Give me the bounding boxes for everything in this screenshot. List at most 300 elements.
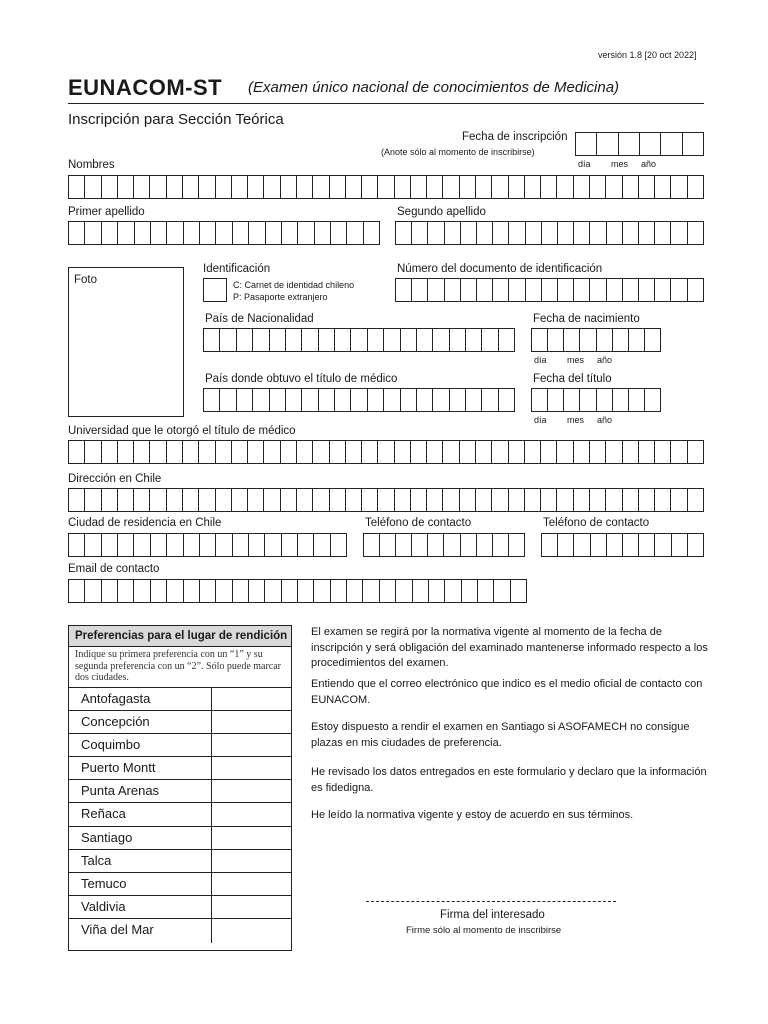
char-box[interactable]: [606, 489, 622, 511]
char-box[interactable]: [629, 389, 645, 411]
char-box[interactable]: [526, 279, 542, 301]
char-box[interactable]: [661, 133, 682, 155]
pais-titulo-input[interactable]: [203, 388, 515, 412]
char-box[interactable]: [69, 222, 85, 244]
char-box[interactable]: [378, 441, 394, 463]
char-box[interactable]: [574, 534, 590, 556]
char-box[interactable]: [347, 580, 363, 602]
char-box[interactable]: [220, 389, 236, 411]
char-box[interactable]: [351, 389, 367, 411]
char-box[interactable]: [384, 389, 400, 411]
char-box[interactable]: [623, 489, 639, 511]
char-box[interactable]: [150, 441, 166, 463]
char-box[interactable]: [492, 176, 508, 198]
direccion-input[interactable]: [68, 488, 704, 512]
char-box[interactable]: [204, 389, 220, 411]
char-box[interactable]: [264, 489, 280, 511]
char-box[interactable]: [286, 389, 302, 411]
char-box[interactable]: [102, 176, 118, 198]
char-box[interactable]: [532, 329, 548, 351]
char-box[interactable]: [134, 176, 150, 198]
char-box[interactable]: [69, 580, 85, 602]
char-box[interactable]: [204, 329, 220, 351]
char-box[interactable]: [362, 441, 378, 463]
char-box[interactable]: [461, 534, 477, 556]
char-box[interactable]: [671, 489, 687, 511]
char-box[interactable]: [319, 329, 335, 351]
preference-mark-box[interactable]: [212, 780, 291, 802]
char-box[interactable]: [525, 441, 541, 463]
char-box[interactable]: [396, 222, 412, 244]
char-box[interactable]: [362, 489, 378, 511]
char-box[interactable]: [286, 329, 302, 351]
char-box[interactable]: [671, 279, 687, 301]
char-box[interactable]: [655, 222, 671, 244]
char-box[interactable]: [167, 534, 183, 556]
char-box[interactable]: [200, 222, 216, 244]
char-box[interactable]: [462, 580, 478, 602]
preference-mark-box[interactable]: [212, 873, 291, 895]
char-box[interactable]: [639, 489, 655, 511]
char-box[interactable]: [85, 580, 101, 602]
char-box[interactable]: [378, 176, 394, 198]
char-box[interactable]: [477, 534, 493, 556]
char-box[interactable]: [298, 534, 314, 556]
char-box[interactable]: [574, 489, 590, 511]
nombres-input[interactable]: [68, 175, 704, 199]
char-box[interactable]: [118, 489, 134, 511]
char-box[interactable]: [548, 329, 564, 351]
char-box[interactable]: [335, 389, 351, 411]
char-box[interactable]: [427, 489, 443, 511]
char-box[interactable]: [672, 534, 688, 556]
char-box[interactable]: [460, 441, 476, 463]
char-box[interactable]: [417, 389, 433, 411]
char-box[interactable]: [511, 580, 526, 602]
char-box[interactable]: [645, 329, 660, 351]
char-box[interactable]: [590, 279, 606, 301]
char-box[interactable]: [351, 329, 367, 351]
char-box[interactable]: [655, 441, 671, 463]
char-box[interactable]: [461, 222, 477, 244]
char-box[interactable]: [558, 279, 574, 301]
ciudad-input[interactable]: [68, 533, 347, 557]
char-box[interactable]: [590, 489, 606, 511]
char-box[interactable]: [364, 534, 380, 556]
char-box[interactable]: [688, 279, 703, 301]
char-box[interactable]: [542, 222, 558, 244]
char-box[interactable]: [204, 279, 226, 301]
char-box[interactable]: [265, 580, 281, 602]
fecha-titulo-input[interactable]: [531, 388, 661, 412]
char-box[interactable]: [476, 176, 492, 198]
char-box[interactable]: [671, 441, 687, 463]
char-box[interactable]: [427, 176, 443, 198]
preference-mark-box[interactable]: [212, 734, 291, 756]
char-box[interactable]: [623, 222, 639, 244]
char-box[interactable]: [525, 489, 541, 511]
char-box[interactable]: [645, 389, 660, 411]
char-box[interactable]: [493, 279, 509, 301]
char-box[interactable]: [346, 489, 362, 511]
char-box[interactable]: [591, 534, 607, 556]
char-box[interactable]: [233, 222, 249, 244]
char-box[interactable]: [118, 222, 134, 244]
registration-date-boxes[interactable]: [575, 132, 704, 156]
char-box[interactable]: [199, 441, 215, 463]
char-box[interactable]: [330, 176, 346, 198]
signature-line[interactable]: [366, 901, 616, 902]
char-box[interactable]: [482, 389, 498, 411]
char-box[interactable]: [282, 534, 298, 556]
char-box[interactable]: [671, 222, 687, 244]
preference-mark-box[interactable]: [212, 850, 291, 872]
char-box[interactable]: [509, 279, 525, 301]
char-box[interactable]: [281, 489, 297, 511]
char-box[interactable]: [580, 329, 596, 351]
preference-mark-box[interactable]: [212, 919, 291, 942]
char-box[interactable]: [183, 441, 199, 463]
char-box[interactable]: [102, 222, 118, 244]
char-box[interactable]: [492, 441, 508, 463]
char-box[interactable]: [557, 176, 573, 198]
char-box[interactable]: [445, 222, 461, 244]
numero-documento-input[interactable]: [395, 278, 704, 302]
char-box[interactable]: [574, 279, 590, 301]
char-box[interactable]: [413, 580, 429, 602]
char-box[interactable]: [460, 176, 476, 198]
char-box[interactable]: [443, 176, 459, 198]
telefono1-input[interactable]: [363, 533, 525, 557]
char-box[interactable]: [412, 534, 428, 556]
char-box[interactable]: [509, 222, 525, 244]
char-box[interactable]: [302, 329, 318, 351]
char-box[interactable]: [346, 441, 362, 463]
char-box[interactable]: [509, 534, 524, 556]
char-box[interactable]: [315, 222, 331, 244]
char-box[interactable]: [494, 580, 510, 602]
char-box[interactable]: [395, 441, 411, 463]
char-box[interactable]: [542, 534, 558, 556]
char-box[interactable]: [134, 441, 150, 463]
char-box[interactable]: [167, 489, 183, 511]
char-box[interactable]: [443, 489, 459, 511]
char-box[interactable]: [216, 580, 232, 602]
char-box[interactable]: [629, 329, 645, 351]
char-box[interactable]: [264, 176, 280, 198]
char-box[interactable]: [69, 176, 85, 198]
char-box[interactable]: [476, 489, 492, 511]
char-box[interactable]: [640, 133, 661, 155]
char-box[interactable]: [237, 389, 253, 411]
char-box[interactable]: [606, 441, 622, 463]
char-box[interactable]: [683, 133, 703, 155]
char-box[interactable]: [412, 222, 428, 244]
char-box[interactable]: [167, 580, 183, 602]
char-box[interactable]: [492, 489, 508, 511]
char-box[interactable]: [281, 441, 297, 463]
char-box[interactable]: [639, 441, 655, 463]
char-box[interactable]: [216, 489, 232, 511]
char-box[interactable]: [450, 329, 466, 351]
char-box[interactable]: [607, 279, 623, 301]
char-box[interactable]: [574, 176, 590, 198]
char-box[interactable]: [466, 329, 482, 351]
char-box[interactable]: [151, 580, 167, 602]
char-box[interactable]: [102, 580, 118, 602]
char-box[interactable]: [368, 329, 384, 351]
char-box[interactable]: [428, 279, 444, 301]
char-box[interactable]: [118, 534, 134, 556]
char-box[interactable]: [688, 222, 703, 244]
char-box[interactable]: [199, 489, 215, 511]
char-box[interactable]: [384, 329, 400, 351]
char-box[interactable]: [314, 534, 330, 556]
char-box[interactable]: [412, 279, 428, 301]
char-box[interactable]: [85, 534, 101, 556]
char-box[interactable]: [237, 329, 253, 351]
char-box[interactable]: [249, 222, 265, 244]
char-box[interactable]: [85, 222, 101, 244]
char-box[interactable]: [445, 279, 461, 301]
char-box[interactable]: [428, 534, 444, 556]
char-box[interactable]: [331, 534, 346, 556]
char-box[interactable]: [688, 441, 703, 463]
char-box[interactable]: [313, 176, 329, 198]
char-box[interactable]: [655, 534, 671, 556]
char-box[interactable]: [102, 489, 118, 511]
char-box[interactable]: [167, 176, 183, 198]
fecha-nacimiento-input[interactable]: [531, 328, 661, 352]
char-box[interactable]: [362, 176, 378, 198]
char-box[interactable]: [655, 279, 671, 301]
char-box[interactable]: [639, 534, 655, 556]
char-box[interactable]: [220, 329, 236, 351]
char-box[interactable]: [639, 176, 655, 198]
char-box[interactable]: [525, 176, 541, 198]
primer-apellido-input[interactable]: [68, 221, 380, 245]
char-box[interactable]: [330, 489, 346, 511]
char-box[interactable]: [184, 580, 200, 602]
char-box[interactable]: [623, 534, 639, 556]
char-box[interactable]: [541, 441, 557, 463]
char-box[interactable]: [297, 489, 313, 511]
char-box[interactable]: [450, 389, 466, 411]
char-box[interactable]: [331, 222, 347, 244]
char-box[interactable]: [118, 580, 134, 602]
char-box[interactable]: [639, 222, 655, 244]
char-box[interactable]: [580, 389, 596, 411]
char-box[interactable]: [433, 389, 449, 411]
char-box[interactable]: [443, 441, 459, 463]
char-box[interactable]: [541, 176, 557, 198]
char-box[interactable]: [427, 441, 443, 463]
char-box[interactable]: [623, 279, 639, 301]
char-box[interactable]: [493, 534, 509, 556]
char-box[interactable]: [69, 441, 85, 463]
char-box[interactable]: [613, 389, 629, 411]
char-box[interactable]: [429, 580, 445, 602]
char-box[interactable]: [619, 133, 640, 155]
char-box[interactable]: [655, 176, 671, 198]
char-box[interactable]: [417, 329, 433, 351]
char-box[interactable]: [85, 489, 101, 511]
char-box[interactable]: [509, 489, 525, 511]
char-box[interactable]: [542, 279, 558, 301]
char-box[interactable]: [232, 489, 248, 511]
char-box[interactable]: [597, 329, 613, 351]
preference-mark-box[interactable]: [212, 896, 291, 918]
char-box[interactable]: [118, 441, 134, 463]
char-box[interactable]: [248, 176, 264, 198]
preference-mark-box[interactable]: [212, 827, 291, 849]
char-box[interactable]: [541, 489, 557, 511]
char-box[interactable]: [597, 389, 613, 411]
char-box[interactable]: [526, 222, 542, 244]
char-box[interactable]: [183, 176, 199, 198]
char-box[interactable]: [396, 279, 412, 301]
char-box[interactable]: [623, 176, 639, 198]
char-box[interactable]: [134, 580, 150, 602]
char-box[interactable]: [590, 441, 606, 463]
char-box[interactable]: [688, 534, 703, 556]
char-box[interactable]: [493, 222, 509, 244]
char-box[interactable]: [671, 176, 687, 198]
char-box[interactable]: [249, 580, 265, 602]
char-box[interactable]: [199, 176, 215, 198]
char-box[interactable]: [281, 176, 297, 198]
char-box[interactable]: [655, 489, 671, 511]
preference-mark-box[interactable]: [212, 757, 291, 779]
char-box[interactable]: [347, 222, 363, 244]
char-box[interactable]: [548, 389, 564, 411]
char-box[interactable]: [85, 441, 101, 463]
char-box[interactable]: [298, 222, 314, 244]
char-box[interactable]: [102, 441, 118, 463]
char-box[interactable]: [558, 222, 574, 244]
char-box[interactable]: [313, 441, 329, 463]
char-box[interactable]: [639, 279, 655, 301]
char-box[interactable]: [265, 534, 281, 556]
char-box[interactable]: [461, 279, 477, 301]
char-box[interactable]: [688, 489, 703, 511]
char-box[interactable]: [444, 534, 460, 556]
char-box[interactable]: [532, 389, 548, 411]
char-box[interactable]: [509, 176, 525, 198]
char-box[interactable]: [396, 534, 412, 556]
char-box[interactable]: [282, 222, 298, 244]
char-box[interactable]: [183, 489, 199, 511]
char-box[interactable]: [411, 176, 427, 198]
char-box[interactable]: [200, 580, 216, 602]
char-box[interactable]: [233, 534, 249, 556]
char-box[interactable]: [401, 389, 417, 411]
char-box[interactable]: [150, 176, 166, 198]
char-box[interactable]: [396, 580, 412, 602]
char-box[interactable]: [134, 489, 150, 511]
char-box[interactable]: [248, 441, 264, 463]
identificacion-input[interactable]: [203, 278, 227, 302]
char-box[interactable]: [270, 389, 286, 411]
char-box[interactable]: [232, 176, 248, 198]
email-input[interactable]: [68, 579, 527, 603]
char-box[interactable]: [499, 329, 514, 351]
char-box[interactable]: [411, 441, 427, 463]
char-box[interactable]: [270, 329, 286, 351]
char-box[interactable]: [118, 176, 134, 198]
char-box[interactable]: [282, 580, 298, 602]
char-box[interactable]: [85, 176, 101, 198]
char-box[interactable]: [232, 441, 248, 463]
char-box[interactable]: [445, 580, 461, 602]
char-box[interactable]: [411, 489, 427, 511]
char-box[interactable]: [253, 329, 269, 351]
char-box[interactable]: [368, 389, 384, 411]
char-box[interactable]: [297, 441, 313, 463]
char-box[interactable]: [574, 222, 590, 244]
char-box[interactable]: [606, 176, 622, 198]
char-box[interactable]: [184, 222, 200, 244]
segundo-apellido-input[interactable]: [395, 221, 704, 245]
preference-mark-box[interactable]: [212, 803, 291, 825]
universidad-input[interactable]: [68, 440, 704, 464]
char-box[interactable]: [266, 222, 282, 244]
char-box[interactable]: [253, 389, 269, 411]
telefono2-input[interactable]: [541, 533, 704, 557]
char-box[interactable]: [319, 389, 335, 411]
char-box[interactable]: [482, 329, 498, 351]
char-box[interactable]: [460, 489, 476, 511]
char-box[interactable]: [590, 176, 606, 198]
char-box[interactable]: [477, 222, 493, 244]
char-box[interactable]: [380, 534, 396, 556]
char-box[interactable]: [597, 133, 618, 155]
char-box[interactable]: [69, 534, 85, 556]
char-box[interactable]: [335, 329, 351, 351]
char-box[interactable]: [564, 389, 580, 411]
char-box[interactable]: [151, 222, 167, 244]
char-box[interactable]: [302, 389, 318, 411]
preference-mark-box[interactable]: [212, 711, 291, 733]
char-box[interactable]: [134, 534, 150, 556]
char-box[interactable]: [184, 534, 200, 556]
char-box[interactable]: [395, 489, 411, 511]
char-box[interactable]: [476, 441, 492, 463]
pais-nacionalidad-input[interactable]: [203, 328, 515, 352]
char-box[interactable]: [233, 580, 249, 602]
char-box[interactable]: [298, 580, 314, 602]
char-box[interactable]: [69, 489, 85, 511]
char-box[interactable]: [167, 222, 183, 244]
char-box[interactable]: [200, 534, 216, 556]
char-box[interactable]: [297, 176, 313, 198]
char-box[interactable]: [688, 176, 703, 198]
char-box[interactable]: [623, 441, 639, 463]
char-box[interactable]: [330, 441, 346, 463]
char-box[interactable]: [590, 222, 606, 244]
char-box[interactable]: [466, 389, 482, 411]
char-box[interactable]: [150, 489, 166, 511]
char-box[interactable]: [478, 580, 494, 602]
char-box[interactable]: [346, 176, 362, 198]
char-box[interactable]: [151, 534, 167, 556]
char-box[interactable]: [395, 176, 411, 198]
char-box[interactable]: [248, 489, 264, 511]
char-box[interactable]: [216, 176, 232, 198]
char-box[interactable]: [364, 222, 379, 244]
char-box[interactable]: [313, 489, 329, 511]
char-box[interactable]: [557, 489, 573, 511]
